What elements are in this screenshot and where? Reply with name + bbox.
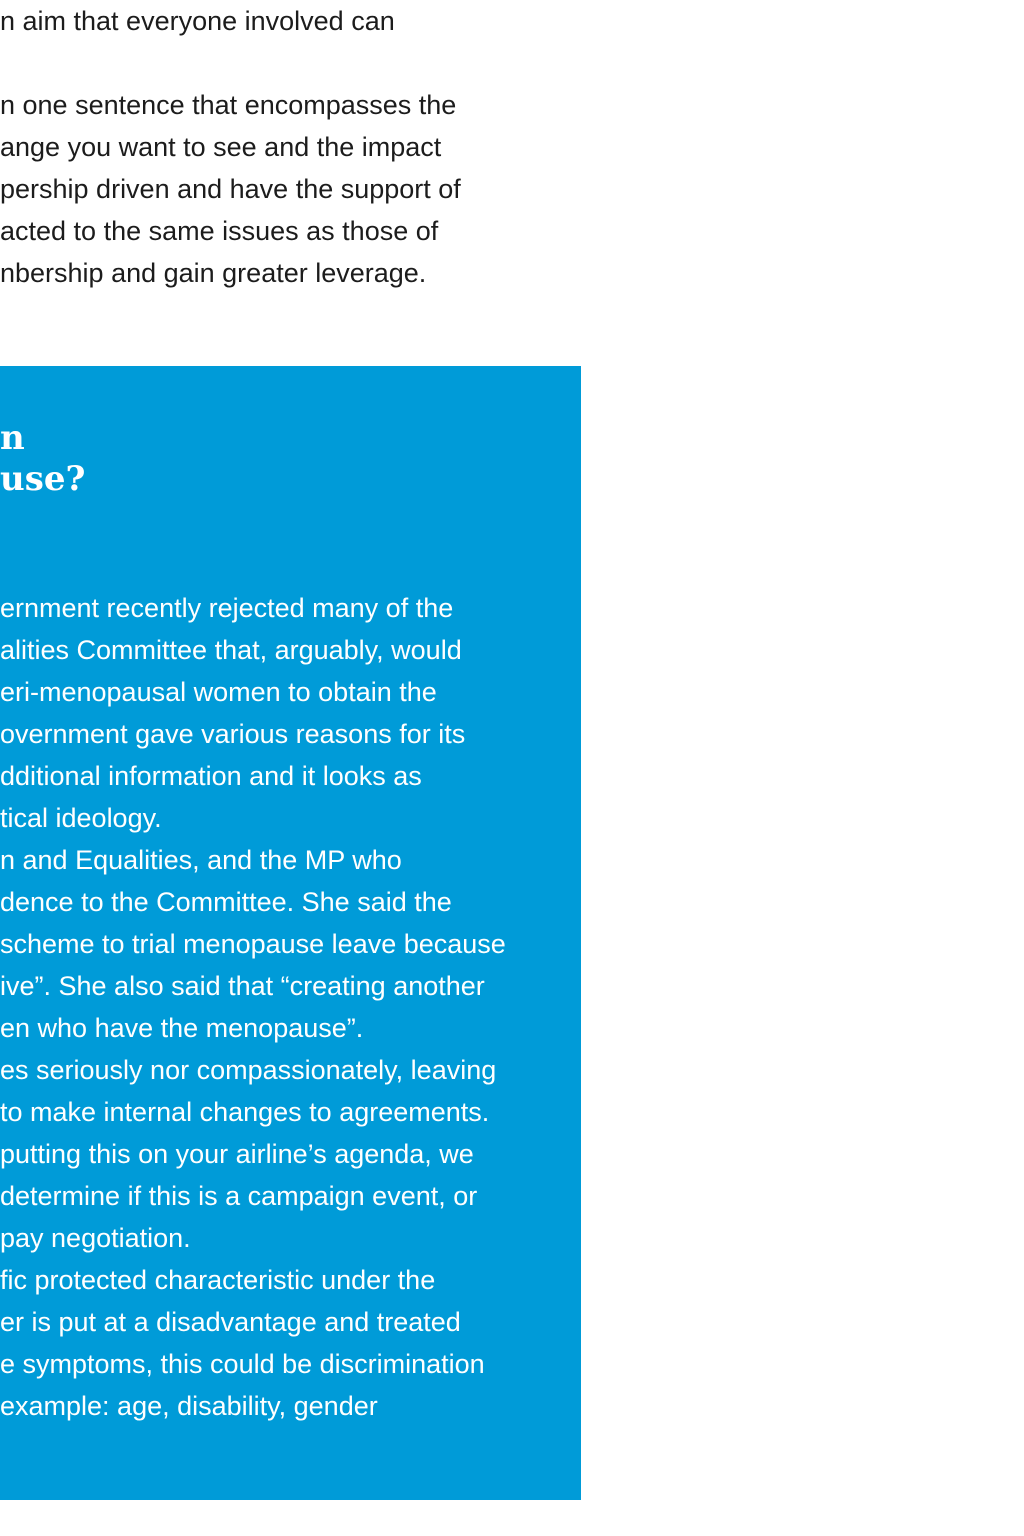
panel-body-line: ive”. She also said that “creating another [0,971,485,1001]
intro-line: n one sentence that encompasses the [0,90,457,120]
panel-body-line: pay negotiation. [0,1223,191,1253]
intro-line: acted to the same issues as those of [0,216,439,246]
panel-body-line: scheme to trial menopause leave because [0,929,506,959]
intro-line: n aim that everyone involved can [0,6,395,36]
panel-body-line: determine if this is a campaign event, or [0,1181,478,1211]
panel-body-text [0,587,506,1427]
panel-body-line: dence to the Committee. She said the [0,887,452,917]
intro-line: nbership and gain greater leverage. [0,258,427,288]
panel-body-line: er is put at a disadvantage and treated [0,1307,461,1337]
intro-line: ange you want to see and the impact [0,132,442,162]
panel-heading [0,418,85,500]
panel-body-line: n and Equalities, and the MP who [0,845,402,875]
panel-body-line: fic protected characteristic under the [0,1265,436,1295]
panel-body-line: putting this on your airline’s agenda, we [0,1139,474,1169]
intro-line: pership driven and have the support of [0,174,461,204]
panel-body-line: en who have the menopause”. [0,1013,364,1043]
panel-heading-line: use? [0,459,86,499]
panel-body-line: ernment recently rejected many of the [0,593,454,623]
panel-body-line: eri-menopausal women to obtain the [0,677,437,707]
panel-body-line: example: age, disability, gender [0,1391,378,1421]
panel-body-line: overnment gave various reasons for its [0,719,466,749]
panel-heading-line: n [0,418,25,458]
panel-body-line: e symptoms, this could be discrimination [0,1349,485,1379]
panel-body-line: es seriously nor compassionately, leaving [0,1055,497,1085]
info-panel [0,366,581,1500]
panel-body-line: to make internal changes to agreements. [0,1097,490,1127]
panel-body-line: tical ideology. [0,803,162,833]
panel-body-line: dditional information and it looks as [0,761,422,791]
panel-body-line: alities Committee that, arguably, would [0,635,462,665]
